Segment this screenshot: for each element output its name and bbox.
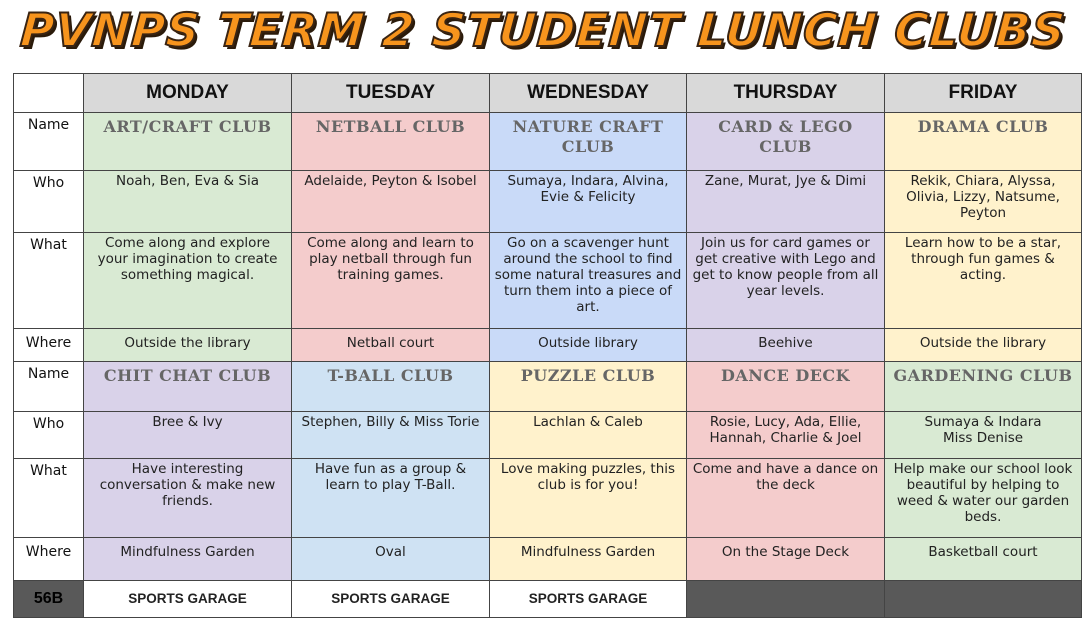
corner-cell: [14, 74, 84, 113]
room-label: 56B: [14, 581, 84, 618]
block2-what-row: [14, 459, 1082, 538]
block1-what-row: [14, 233, 1082, 329]
club-name: NATURE CRAFT CLUB: [490, 113, 687, 171]
club-members: Sumaya & Indara Miss Denise: [885, 412, 1082, 459]
row-label-who: Who: [14, 412, 84, 459]
row-label-name: Name: [14, 362, 84, 412]
block1-who-row: [14, 171, 1082, 233]
club-description: Join us for card games or get creative with Lego and get to know people from all year levels.: [687, 233, 885, 329]
venue-thursday: [687, 581, 885, 618]
club-members: Rosie, Lucy, Ada, Ellie, Hannah, Charlie & Joel: [687, 412, 885, 459]
block1-name-row: [14, 113, 1082, 171]
club-members: Bree & Ivy: [84, 412, 292, 459]
day-header-tuesday: TUESDAY: [292, 74, 490, 113]
club-name: ART/CRAFT CLUB: [84, 113, 292, 171]
row-label-what: What: [14, 233, 84, 329]
club-name: PUZZLE CLUB: [490, 362, 687, 412]
club-members: Zane, Murat, Jye & Dimi: [687, 171, 885, 233]
block2-where-row: [14, 538, 1082, 581]
club-location: Basketball court: [885, 538, 1082, 581]
page-title: PVNPS TERM 2 STUDENT LUNCH CLUBS: [18, 3, 1068, 57]
venue-monday: SPORTS GARAGE: [84, 581, 292, 618]
club-description: Love making puzzles, this club is for you!: [490, 459, 687, 538]
footer-row: [14, 581, 1082, 618]
club-description: Learn how to be a star, through fun games & acting.: [885, 233, 1082, 329]
club-name: DANCE DECK: [687, 362, 885, 412]
row-label-where: Where: [14, 538, 84, 581]
club-members: Rekik, Chiara, Alyssa, Olivia, Lizzy, Natsume, Peyton: [885, 171, 1082, 233]
venue-tuesday: SPORTS GARAGE: [292, 581, 490, 618]
club-location: Outside library: [490, 329, 687, 362]
header-row: [14, 74, 1082, 113]
club-name: NETBALL CLUB: [292, 113, 490, 171]
club-name: GARDENING CLUB: [885, 362, 1082, 412]
block2-name-row: [14, 362, 1082, 412]
club-description: Have fun as a group & learn to play T-Ball.: [292, 459, 490, 538]
row-label-name: Name: [14, 113, 84, 171]
club-description: Help make our school look beautiful by helping to weed & water our garden beds.: [885, 459, 1082, 538]
club-location: Mindfulness Garden: [490, 538, 687, 581]
club-name: DRAMA CLUB: [885, 113, 1082, 171]
block2-who-row: [14, 412, 1082, 459]
club-members: Sumaya, Indara, Alvina, Evie & Felicity: [490, 171, 687, 233]
club-name: T-BALL CLUB: [292, 362, 490, 412]
club-description: Come along and learn to play netball through fun training games.: [292, 233, 490, 329]
club-location: On the Stage Deck: [687, 538, 885, 581]
club-description: Come and have a dance on the deck: [687, 459, 885, 538]
club-location: Outside the library: [84, 329, 292, 362]
club-members: Adelaide, Peyton & Isobel: [292, 171, 490, 233]
venue-wednesday: SPORTS GARAGE: [490, 581, 687, 618]
club-members: Noah, Ben, Eva & Sia: [84, 171, 292, 233]
club-location: Mindfulness Garden: [84, 538, 292, 581]
club-description: Come along and explore your imagination to create something magical.: [84, 233, 292, 329]
club-members: Lachlan & Caleb: [490, 412, 687, 459]
club-location: Outside the library: [885, 329, 1082, 362]
day-header-friday: FRIDAY: [885, 74, 1082, 113]
club-location: Netball court: [292, 329, 490, 362]
club-name: CARD & LEGO CLUB: [687, 113, 885, 171]
day-header-thursday: THURSDAY: [687, 74, 885, 113]
venue-friday: [885, 581, 1082, 618]
block1-where-row: [14, 329, 1082, 362]
row-label-where: Where: [14, 329, 84, 362]
club-location: Oval: [292, 538, 490, 581]
day-header-wednesday: WEDNESDAY: [490, 74, 687, 113]
club-members: Stephen, Billy & Miss Torie: [292, 412, 490, 459]
row-label-who: Who: [14, 171, 84, 233]
lunch-clubs-table: [13, 73, 1082, 618]
club-location: Beehive: [687, 329, 885, 362]
row-label-what: What: [14, 459, 84, 538]
day-header-monday: MONDAY: [84, 74, 292, 113]
club-description: Have interesting conversation & make new friends.: [84, 459, 292, 538]
club-description: Go on a scavenger hunt around the school to find some natural treasures and turn them into a piece of art.: [490, 233, 687, 329]
club-name: CHIT CHAT CLUB: [84, 362, 292, 412]
